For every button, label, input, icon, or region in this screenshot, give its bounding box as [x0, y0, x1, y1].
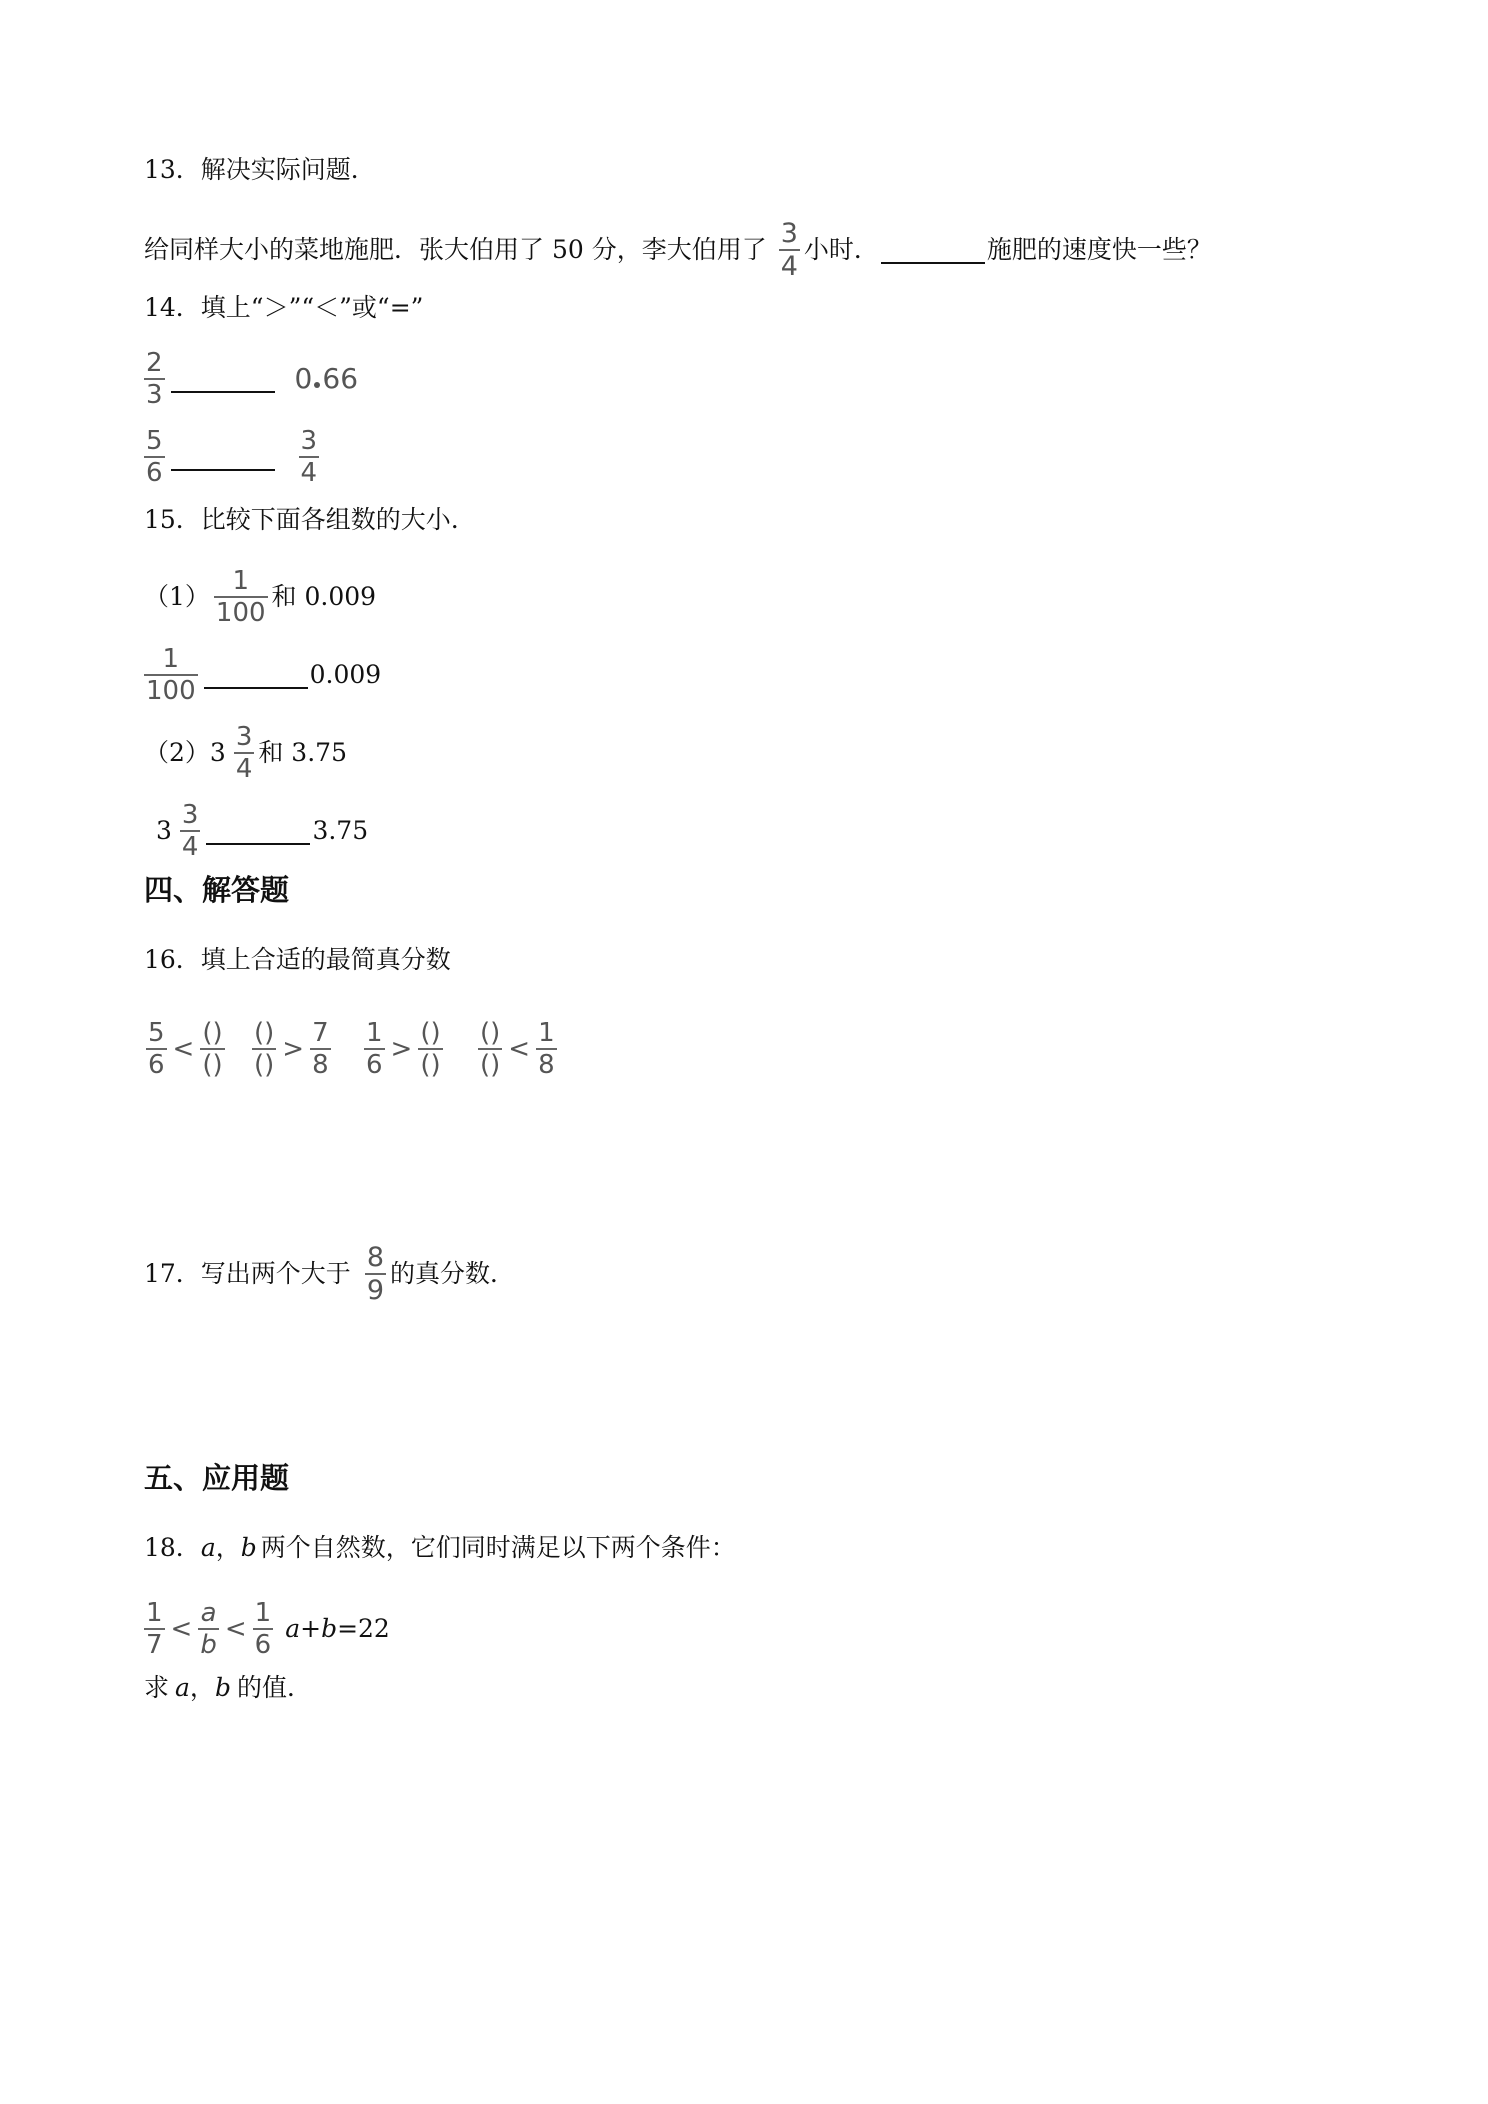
q13-text-before: 给同样大小的菜地施肥．张大伯用了 50 分，李大伯用了: [144, 235, 767, 264]
frac-num: 3: [181, 800, 199, 830]
q18-lt-1: <: [170, 1614, 193, 1644]
q18-var-b: b: [240, 1533, 257, 1562]
q14-title-text: 14．填上“＞”“＜”或“=”: [144, 293, 424, 322]
q16-item-1: [142, 1020, 229, 1078]
q16-item-2-left[interactable]: [252, 1020, 276, 1078]
q13-frac-den: 4: [780, 251, 798, 282]
q16-item-3-left: [364, 1020, 385, 1078]
q18-number: 18．: [144, 1533, 201, 1562]
frac-den: 6: [254, 1630, 272, 1660]
q14-row1-right-decimal: [295, 359, 358, 399]
q14-title: [144, 288, 423, 328]
frac-den: 4: [300, 458, 318, 488]
decimal-int: 0: [294, 362, 313, 395]
q17-text-before: 17．写出两个大于: [144, 1259, 351, 1288]
q18-lt-2: <: [224, 1614, 247, 1644]
q15-p1-and: 和 0.009: [271, 582, 377, 611]
q14-row1-blank[interactable]: [171, 365, 275, 393]
q16-item-1-left: [146, 1020, 167, 1078]
q16-item-3-right[interactable]: [418, 1020, 442, 1078]
q15-p1-right: 0.009: [309, 660, 382, 689]
frac-den: 6: [366, 1050, 383, 1080]
frac-num: 1: [232, 566, 249, 596]
q18-var-a: a: [200, 1533, 216, 1562]
q18-ask-b: b: [214, 1673, 231, 1702]
frac-num: (): [202, 1018, 223, 1048]
frac-den: 9: [366, 1275, 384, 1306]
frac-den: 3: [146, 380, 163, 410]
q14-row2-left-fraction: [144, 428, 165, 486]
q13-text-mid: 小时．: [803, 235, 879, 264]
frac-num: 3: [235, 722, 253, 752]
frac-num: 1: [366, 1018, 383, 1048]
q15-part1-compare: [140, 646, 381, 704]
frac-num: 3: [300, 426, 318, 456]
q15-p2-right: 3.75: [312, 816, 369, 845]
frac-den: 6: [148, 1050, 165, 1080]
frac-num: 2: [146, 348, 163, 378]
q16-item-2: [248, 1020, 335, 1078]
q18-conditions: [140, 1600, 390, 1658]
q14-row2-right-fraction: [299, 428, 320, 486]
section-5-heading: 五、应用题: [144, 1461, 290, 1495]
q15-p1-fraction: [214, 568, 268, 626]
frac-num: 1: [254, 1598, 272, 1628]
q16-title-text: 16．填上合适的最简真分数: [144, 945, 451, 974]
decimal-digits: 66: [322, 362, 359, 395]
frac-num: 5: [148, 1018, 165, 1048]
frac-num: a: [200, 1598, 217, 1628]
q18-ask-pre: 求: [144, 1673, 170, 1702]
frac-den: 6: [146, 458, 163, 488]
q15-part2-compare: [156, 802, 368, 860]
q13-fraction: [779, 220, 800, 280]
q15-part2: [144, 724, 347, 782]
q16-item-4-left[interactable]: [478, 1020, 502, 1078]
q14-row2: [140, 428, 323, 486]
frac-den: (): [254, 1050, 275, 1080]
q16-item-3-op: >: [390, 1034, 413, 1064]
q13-title-text: 13．解决实际问题．: [144, 155, 376, 184]
q13-title: [144, 150, 376, 190]
q15-p2-fraction: [234, 724, 255, 782]
q13-answer-blank[interactable]: [881, 236, 985, 264]
frac-den: 100: [146, 676, 196, 706]
q16-item-2-op: >: [282, 1034, 305, 1064]
frac-den: 100: [215, 598, 266, 628]
frac-num: (): [480, 1018, 501, 1048]
q18-ask-post: 的值．: [236, 1673, 312, 1702]
q16-item-4-right: [536, 1020, 557, 1078]
frac-num: 1: [162, 644, 180, 674]
q18-ask-a: a: [175, 1673, 190, 1702]
frac-den: (): [480, 1050, 501, 1080]
frac-num: (): [420, 1018, 441, 1048]
frac-num: 8: [366, 1242, 384, 1273]
q15-p1-compare-fraction: [144, 646, 198, 704]
q15-part1: [144, 568, 376, 626]
decimal-point: [314, 382, 320, 388]
q15-p2-compare-fraction: [180, 802, 201, 860]
q15-title-text: 15．比较下面各组数的大小．: [144, 505, 476, 534]
frac-num: 1: [538, 1018, 555, 1048]
q18-frac-ab: [198, 1600, 219, 1658]
q15-p2-label: （2）3: [144, 738, 226, 767]
section-4-heading: 四、解答题: [144, 873, 290, 907]
q15-p1-label: （1）: [144, 582, 210, 611]
frac-den: 7: [146, 1630, 163, 1660]
frac-den: 4: [181, 832, 199, 862]
q15-p2-and: 和 3.75: [258, 738, 347, 767]
q16-item-1-right[interactable]: [200, 1020, 224, 1078]
q18-frac-1: [144, 1600, 165, 1658]
q18-text: 两个自然数，它们同时满足以下两个条件：: [260, 1533, 736, 1562]
q13-frac-num: 3: [780, 218, 798, 249]
frac-num: 7: [312, 1018, 329, 1048]
q18-eq-b: b: [321, 1614, 338, 1643]
frac-num: 1: [146, 1598, 163, 1628]
frac-den: b: [200, 1630, 217, 1660]
frac-den: 4: [235, 754, 253, 784]
q16-item-3: [360, 1020, 447, 1078]
q17: [144, 1244, 515, 1304]
q14-row1: [140, 350, 358, 408]
q17-text-after: 的真分数．: [390, 1259, 516, 1288]
q18-ask: [144, 1668, 312, 1708]
frac-num: (): [254, 1018, 275, 1048]
frac-den: 8: [538, 1050, 555, 1080]
q18-eq-plus: +: [300, 1614, 322, 1643]
q16-item-4: [474, 1020, 561, 1078]
q16-item-2-right: [310, 1020, 331, 1078]
q14-row2-blank[interactable]: [171, 443, 275, 471]
q14-row1-left-fraction: [144, 350, 165, 408]
frac-den: (): [202, 1050, 223, 1080]
q16-item-4-op: <: [508, 1034, 531, 1064]
q18-frac-2: [253, 1600, 274, 1658]
frac-den: (): [420, 1050, 441, 1080]
q15-p2-int: 3: [156, 816, 172, 845]
q17-fraction: [365, 1244, 386, 1304]
frac-num: 5: [146, 426, 163, 456]
q18-sep: ，: [215, 1533, 241, 1562]
q18-ask-sep: ，: [189, 1673, 215, 1702]
q13-text-after: 施肥的速度快一些？: [986, 235, 1212, 264]
q15-p2-blank[interactable]: [206, 817, 310, 845]
q15-p1-blank[interactable]: [204, 661, 308, 689]
q15-title: [144, 500, 476, 540]
frac-den: 8: [312, 1050, 329, 1080]
q13-body: [144, 220, 1212, 280]
q16-title: [144, 940, 451, 980]
q18-eq-a: a: [285, 1614, 301, 1643]
q16-item-1-op: <: [172, 1034, 195, 1064]
q18-eq-rest: =22: [337, 1614, 390, 1643]
q18-title: [144, 1528, 736, 1568]
